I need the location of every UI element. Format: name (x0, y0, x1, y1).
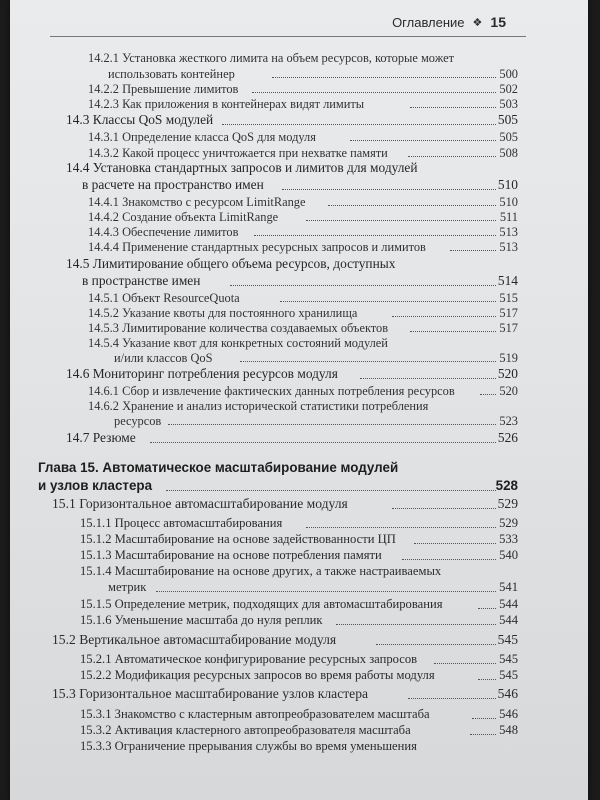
toc-entry-text: 14.2.1 Установка жесткого лимита на объем ресурсов, которые может (88, 51, 455, 65)
toc-leader (156, 591, 496, 592)
header-section-title: Оглавление (392, 14, 465, 30)
toc-page: 545 (499, 668, 518, 682)
toc-leader (336, 624, 496, 625)
toc-entry-text: 14.3.2 Какой процесс уничтожается при нехватке памяти (88, 146, 388, 160)
toc-leader (282, 189, 496, 190)
toc-entry-text: и/или классов QoS (114, 351, 213, 365)
toc-page: 546 (497, 686, 518, 701)
toc-leader (150, 442, 496, 443)
toc-entry-text: 15.1.4 Масштабирование на основе других, а также настраиваемых (80, 564, 442, 578)
toc-entry-text: 15.1.2 Масштабирование на основе задействованности ЦП (80, 532, 396, 546)
chapter-title: Глава 15. Автоматическое масштабирование модулей (38, 460, 399, 475)
page-number: 15 (490, 14, 506, 30)
toc-leader (222, 124, 496, 125)
toc-entry-text: 15.1.6 Уменьшение масштаба до нуля реплик (80, 613, 323, 627)
toc-page: 528 (495, 478, 518, 493)
toc-entry-text: 14.4.4 Применение стандартных ресурсных запросов и лимитов (88, 240, 426, 254)
toc-page: 545 (497, 632, 518, 647)
toc-page: 544 (499, 597, 518, 611)
toc-entry-text: 14.6.1 Сбор и извлечение фактических данных потребления ресурсов (88, 384, 455, 398)
toc-page: 513 (499, 225, 518, 239)
running-header (392, 14, 506, 30)
toc-entry-text: 15.1.1 Процесс автомасштабирования (80, 516, 283, 530)
toc-page: 533 (499, 532, 518, 546)
toc-entry-text: 14.5.1 Объект ResourceQuota (88, 291, 240, 305)
toc-entry-text: 15.3 Горизонтальное масштабирование узлов кластера (52, 686, 369, 701)
toc-page: 513 (499, 240, 518, 254)
toc-entry-text: 15.2.1 Автоматическое конфигурирование ресурсных запросов (80, 652, 418, 666)
toc-leader (252, 92, 496, 93)
toc-page: 544 (499, 613, 518, 627)
toc-leader (360, 378, 496, 379)
toc-entry-text: 14.3.1 Определение класса QoS для модуля (88, 130, 316, 144)
toc-entry-text: 14.4.3 Обеспечение лимитов (88, 225, 239, 239)
toc-page: 515 (499, 291, 518, 305)
toc-page: 510 (499, 195, 518, 209)
toc-page: 514 (497, 273, 518, 288)
toc-leader (350, 140, 496, 141)
toc-page: 503 (499, 97, 518, 111)
toc-leader (272, 77, 496, 78)
toc-leader (328, 205, 496, 206)
book-page (10, 0, 588, 800)
toc-page: 526 (497, 430, 518, 445)
toc-entry-text: 14.3 Классы QoS модулей (66, 112, 214, 127)
toc-leader (166, 490, 496, 491)
toc-leader (230, 285, 496, 286)
toc-entry-text: 15.3.3 Ограничение прерывания службы во время уменьшения (80, 739, 417, 753)
toc-entry-text: 15.1 Горизонтальное автомасштабирование модуля (52, 496, 348, 511)
toc-page: 540 (499, 548, 518, 562)
toc-page: 505 (499, 130, 518, 144)
toc-entry-text: использовать контейнер (108, 67, 235, 81)
toc-entry-text: 15.3.2 Активация кластерного автопреобразователя масштаба (80, 723, 411, 737)
toc-leader (168, 424, 496, 425)
toc-entry-text: 14.6.2 Хранение и анализ исторической статистики потребления (88, 399, 429, 413)
toc-page: 520 (497, 366, 518, 381)
toc-entry-text: 14.2.2 Превышение лимитов (88, 82, 239, 96)
toc-entry-text: метрик (108, 580, 147, 594)
toc-entry-text: 14.7 Резюме (66, 430, 136, 445)
toc-entry-text: 14.6 Мониторинг потребления ресурсов модуля (66, 366, 338, 381)
toc-page: 529 (499, 516, 518, 530)
toc-entry-text: в пространстве имен (82, 273, 201, 288)
toc-entry-text: 15.2.2 Модификация ресурсных запросов во время работы модуля (80, 668, 435, 682)
toc-leader (306, 527, 496, 528)
toc-entry-text: 14.5.2 Указание квоты для постоянного хранилища (88, 306, 358, 320)
toc-entry-text: 14.2.3 Как приложения в контейнерах видят лимиты (88, 97, 365, 111)
toc-page: 500 (499, 67, 518, 81)
toc-entry-text: 14.4 Установка стандартных запросов и лимитов для модулей (66, 160, 418, 175)
header-rule (50, 36, 526, 37)
toc-page: 529 (497, 496, 518, 511)
toc-entry-text: 14.4.1 Знакомство с ресурсом LimitRange (88, 195, 306, 209)
toc-page: 511 (499, 210, 518, 224)
toc-page: 508 (499, 146, 518, 160)
toc-page: 548 (499, 723, 518, 737)
toc-entry-text: 14.5 Лимитирование общего объема ресурсов, доступных (66, 256, 396, 271)
toc-page: 523 (499, 414, 518, 428)
toc-page: 546 (499, 707, 518, 721)
chapter-title: и узлов кластера (38, 478, 153, 493)
toc-entry-text: 15.1.3 Масштабирование на основе потребления памяти (80, 548, 382, 562)
toc-page: 502 (499, 82, 518, 96)
ornament-icon: ❖ (472, 16, 483, 29)
toc-leader (280, 301, 496, 302)
toc-leader (306, 220, 496, 221)
toc-entry-text: в расчете на пространство имен (82, 177, 264, 192)
toc-page: 517 (499, 321, 518, 335)
toc-page: 541 (499, 580, 518, 594)
toc-page: 505 (497, 112, 518, 127)
toc-entry-text: 14.4.2 Создание объекта LimitRange (88, 210, 279, 224)
toc-page: 510 (497, 177, 518, 192)
toc-page: 545 (499, 652, 518, 666)
toc-page: 519 (499, 351, 518, 365)
toc-entry-text: 15.2 Вертикальное автомасштабирование модуля (52, 632, 337, 647)
toc-entry-text: ресурсов (114, 414, 162, 428)
toc-page: 517 (499, 306, 518, 320)
toc-entry-text: 15.3.1 Знакомство с кластерным автопреобразователем масштаба (80, 707, 430, 721)
toc-leader (240, 361, 496, 362)
toc-leader (254, 235, 496, 236)
toc-entry-text: 14.5.4 Указание квот для конкретных состояний модулей (88, 336, 388, 350)
toc-entry-text: 14.5.3 Лимитирование количества создаваемых объектов (88, 321, 389, 335)
toc-page: 520 (499, 384, 518, 398)
toc-entry-text: 15.1.5 Определение метрик, подходящих для автомасштабирования (80, 597, 443, 611)
